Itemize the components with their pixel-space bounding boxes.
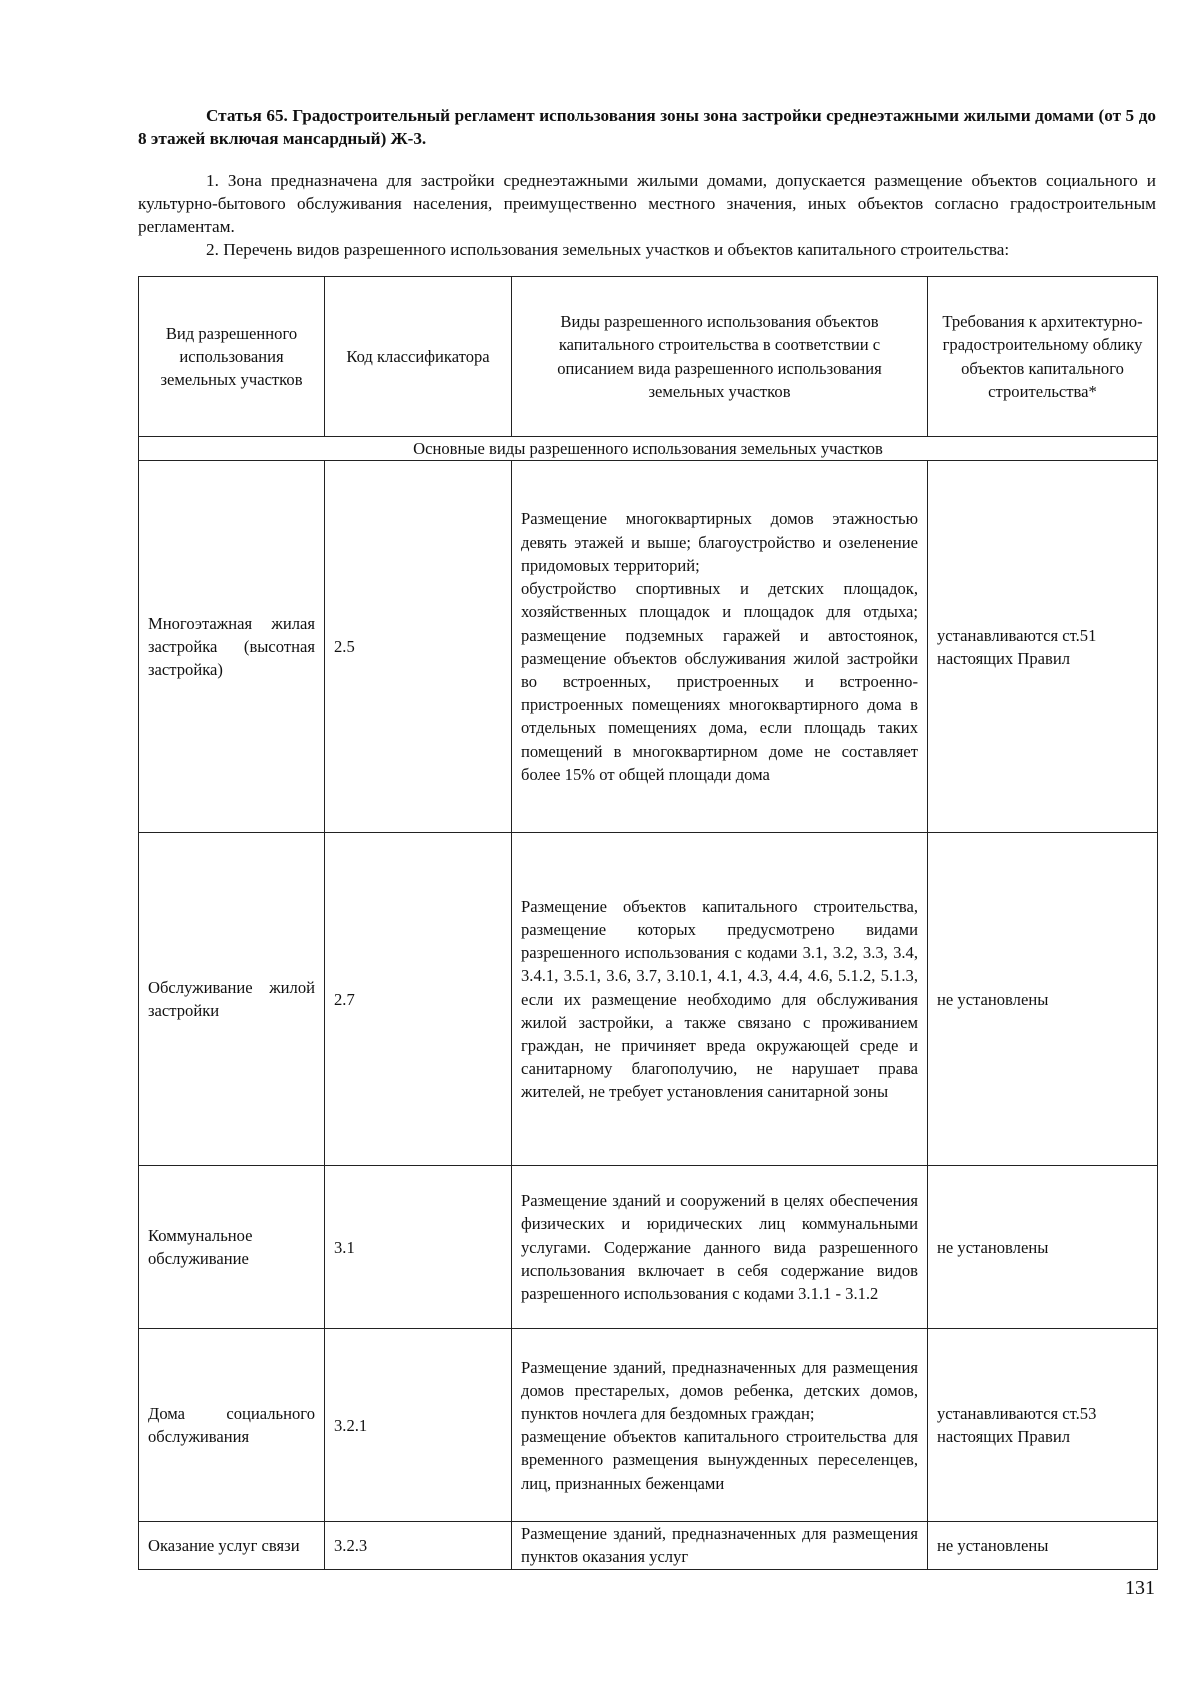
section-title: Основные виды разрешенного использования земельных участков bbox=[139, 437, 1158, 461]
row-name: Многоэтажная жилая застройка (высотная застройка) bbox=[139, 461, 325, 833]
header-architectural-requirements: Требования к архитектурно-градостроительному облику объектов капитального строительства* bbox=[928, 277, 1158, 437]
paragraph-2: 2. Перечень видов разрешенного использования земельных участков и объектов капитального строительства: bbox=[206, 240, 1010, 259]
row-description: Размещение многоквартирных домов этажностью девять этажей и выше; благоустройство и озеленение придомовых территорий; обустройство спортивных и детских площадок, хозяйственных площадок и площадок для отдыха; размещение подземных гаражей и автостоянок, размещение объектов обслуживания жилой застройки во встроенных, пристроенных и встроенно-пристроенных помещениях многоквартирного дома в отдельных помещениях дома, если площадь таких помещений в многоквартирном доме не составляет более 15% от общей площади дома bbox=[512, 461, 928, 833]
row-code: 3.2.1 bbox=[325, 1329, 512, 1522]
row-requirements: не установлены bbox=[928, 833, 1158, 1166]
row-code: 3.2.3 bbox=[325, 1522, 512, 1569]
row-requirements: не установлены bbox=[928, 1166, 1158, 1329]
header-classifier-code: Код классификатора bbox=[325, 277, 512, 437]
page-number: 131 bbox=[1125, 1577, 1155, 1599]
section-row bbox=[139, 437, 1158, 461]
table-header-row bbox=[139, 277, 1158, 437]
article-heading: Статья 65. Градостроительный регламент использования зоны зона застройки среднеэтажными жилыми домами (от 5 до 8 этажей включая мансардный) Ж-3. bbox=[138, 106, 1156, 148]
row-description: Размещение зданий и сооружений в целях обеспечения физических и юридических лиц коммунальными услугами. Содержание данного вида разрешенного использования включает в себя содержание видов разрешенного использования с кодами 3.1.1 - 3.1.2 bbox=[512, 1166, 928, 1329]
paragraph-1: 1. Зона предназначена для застройки среднеэтажными жилыми домами, допускается размещение объектов социального и культурно-бытового обслуживания населения, преимущественно местного значения, иных объектов согласно градостроительным регламентам. bbox=[138, 171, 1156, 236]
row-requirements: не установлены bbox=[928, 1522, 1158, 1569]
row-code: 3.1 bbox=[325, 1166, 512, 1329]
row-code: 2.5 bbox=[325, 461, 512, 833]
row-requirements: устанавливаются ст.51 настоящих Правил bbox=[928, 461, 1158, 833]
table-row bbox=[139, 1329, 1158, 1522]
table-row bbox=[139, 1166, 1158, 1329]
row-name: Обслуживание жилой застройки bbox=[139, 833, 325, 1166]
header-land-use-type: Вид разрешенного использования земельных участков bbox=[139, 277, 325, 437]
row-description: Размещение зданий, предназначенных для размещения домов престарелых, домов ребенка, детских домов, пунктов ночлега для бездомных граждан; размещение объектов капитального строительства для временного размещения вынужденных переселенцев, лиц, признанных беженцами bbox=[512, 1329, 928, 1522]
document-page bbox=[138, 104, 1156, 261]
row-code: 2.7 bbox=[325, 833, 512, 1166]
row-description: Размещение зданий, предназначенных для размещения пунктов оказания услуг bbox=[512, 1522, 928, 1569]
table-row bbox=[139, 833, 1158, 1166]
header-construction-use-types: Виды разрешенного использования объектов капитального строительства в соответствии с описанием вида разрешенного использования земельных участков bbox=[512, 277, 928, 437]
row-name: Коммунальное обслуживание bbox=[139, 1166, 325, 1329]
permitted-use-table bbox=[138, 276, 1158, 1570]
table-row bbox=[139, 461, 1158, 833]
row-name: Оказание услуг связи bbox=[139, 1522, 325, 1569]
table-row bbox=[139, 1522, 1158, 1569]
row-description: Размещение объектов капитального строительства, размещение которых предусмотрено видами разрешенного использования с кодами 3.1, 3.2, 3.3, 3.4, 3.4.1, 3.5.1, 3.6, 3.7, 3.10.1, 4.1, 4.3, 4.4, 4.6, 5.1.2, 5.1.3, если их размещение необходимо для обслуживания жилой застройки, а также связано с проживанием граждан, не причиняет вреда окружающей среде и санитарному благополучию, не нарушает права жителей, не требует установления санитарной зоны bbox=[512, 833, 928, 1166]
row-name: Дома социального обслуживания bbox=[139, 1329, 325, 1522]
row-requirements: устанавливаются ст.53 настоящих Правил bbox=[928, 1329, 1158, 1522]
